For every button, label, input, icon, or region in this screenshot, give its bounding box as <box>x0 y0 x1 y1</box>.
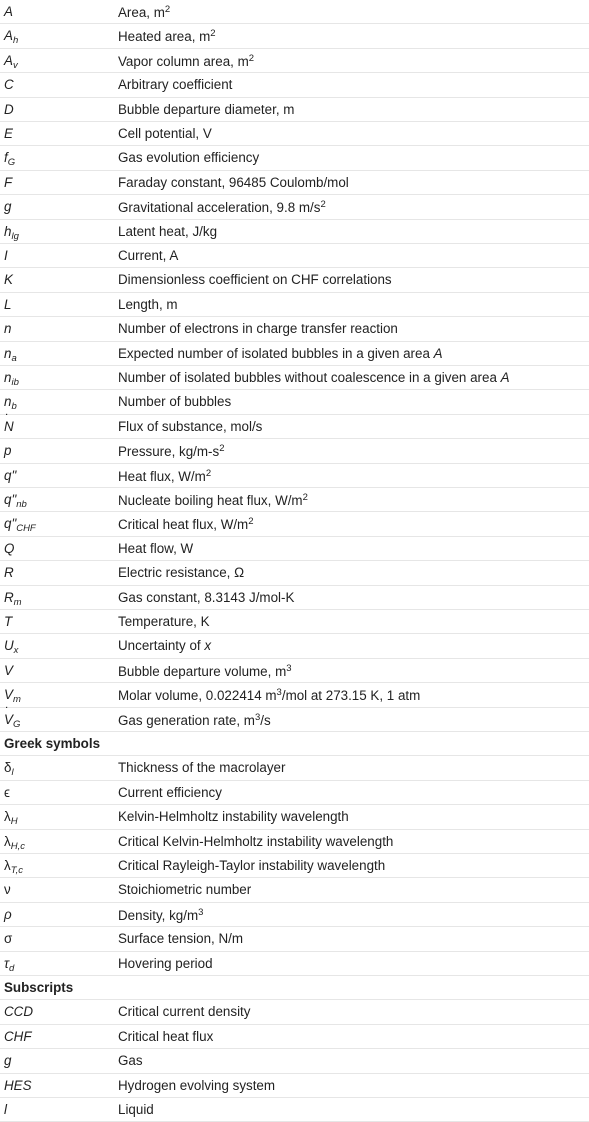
symbol-text: q" <box>4 516 17 532</box>
definition-text: Vapor column area, m <box>118 53 249 69</box>
definition-text: Heat flow, W <box>118 540 194 556</box>
symbol-text: λ <box>4 809 11 825</box>
definition-superscript: 3 <box>286 662 292 674</box>
definition-text: Thickness of the macrolayer <box>118 760 286 776</box>
symbol-cell <box>4 1029 32 1044</box>
symbol-text: HES <box>4 1077 32 1093</box>
symbol-text: Q <box>4 540 15 556</box>
symbol-text: l <box>4 1102 7 1117</box>
definition-text: Current efficiency <box>118 784 222 800</box>
definition-variable: A <box>500 370 510 385</box>
definition-superscript: 2 <box>164 4 171 15</box>
nomenclature-row <box>0 415 589 439</box>
symbol-text: A <box>4 28 13 44</box>
definition-cell <box>118 370 510 385</box>
symbol-cell <box>4 443 11 458</box>
symbol-cell <box>4 882 11 897</box>
definition-text: Hovering period <box>118 955 213 971</box>
definition-cell <box>118 1078 275 1093</box>
symbol-cell <box>4 53 18 71</box>
definition-cell <box>118 1004 250 1019</box>
definition-text: Current, A <box>118 248 179 263</box>
definition-variable: x <box>204 638 212 654</box>
symbol-text: ν <box>4 882 11 898</box>
symbol-cell <box>4 907 12 922</box>
definition-text: Bubble departure volume, m <box>118 663 287 679</box>
definition-text: Critical Rayleigh-Taylor instability wavelength <box>118 858 386 873</box>
definition-cell <box>118 882 251 897</box>
definition-superscript: 3 <box>198 906 204 918</box>
symbol-cell <box>4 224 19 242</box>
definition-cell <box>118 834 393 849</box>
nomenclature-row <box>0 122 589 146</box>
nomenclature-row <box>0 268 589 292</box>
section-heading: Subscripts <box>4 980 74 995</box>
symbol-cell <box>4 858 23 876</box>
definition-text: Arbitrary coefficient <box>118 77 233 93</box>
definition-text: Number of isolated bubbles without coalescence in a given area <box>118 370 501 385</box>
definition-cell <box>118 102 294 117</box>
definition-cell <box>118 224 217 239</box>
symbol-text: ϵ <box>4 784 10 800</box>
symbol-text: I <box>4 248 8 263</box>
nomenclature-row <box>0 1000 589 1024</box>
definition-cell <box>118 931 243 946</box>
nomenclature-row <box>0 293 589 317</box>
symbol-text: A <box>4 52 13 68</box>
symbol-text: ˙ V <box>4 712 13 727</box>
definition-cell <box>118 248 178 263</box>
symbol-text: C <box>4 77 14 93</box>
symbol-text: V <box>4 687 13 703</box>
definition-superscript: 2 <box>219 443 225 455</box>
definition-cell <box>118 199 326 215</box>
symbol-text: δ <box>4 760 12 776</box>
nomenclature-row <box>0 1074 589 1098</box>
symbol-text: h <box>4 223 12 239</box>
symbol-text: V <box>4 662 13 678</box>
symbol-subscript: G <box>7 157 16 169</box>
definition-cell <box>118 516 254 532</box>
definition-cell <box>118 150 259 165</box>
definition-cell <box>118 272 392 287</box>
definition-superscript: 2 <box>302 492 308 503</box>
definition-cell <box>118 28 216 44</box>
symbol-text: E <box>4 126 13 141</box>
definition-text: Dimensionless coefficient on CHF correlations <box>118 272 392 288</box>
symbol-cell <box>4 516 36 534</box>
symbol-subscript: l <box>11 767 14 779</box>
symbol-cell <box>4 346 17 364</box>
symbol-cell <box>4 126 13 141</box>
nomenclature-row <box>0 610 589 634</box>
symbol-cell <box>4 614 12 629</box>
symbol-cell <box>4 809 18 827</box>
symbol-text: K <box>4 272 13 288</box>
section-row <box>0 976 589 1000</box>
nomenclature-row <box>0 854 589 878</box>
section-row <box>0 732 589 756</box>
nomenclature-row <box>0 878 589 902</box>
symbol-text: F <box>4 174 13 190</box>
symbol-text: ˙ N <box>4 419 14 434</box>
definition-text: Surface tension, N/m <box>118 931 244 947</box>
definition-cell <box>118 712 271 728</box>
symbol-cell <box>4 77 14 92</box>
symbol-text: L <box>4 296 12 312</box>
nomenclature-row <box>0 805 589 829</box>
definition-superscript: 3 <box>254 711 261 723</box>
definition-tail: /mol at 273.15 K, 1 atm <box>281 688 421 704</box>
nomenclature-row <box>0 903 589 927</box>
nomenclature-row <box>0 98 589 122</box>
symbol-text: CCD <box>4 1004 34 1020</box>
definition-text: Gas constant, 8.3143 J/mol-K <box>118 589 295 605</box>
symbol-text: τ <box>4 955 10 971</box>
symbol-subscript: T,c <box>10 865 24 876</box>
symbol-text: D <box>4 101 14 117</box>
nomenclature-row <box>0 830 589 854</box>
nomenclature-row <box>0 171 589 195</box>
symbol-subscript: h <box>12 35 19 47</box>
symbol-text: A <box>4 4 13 19</box>
nomenclature-row <box>0 195 589 219</box>
symbol-cell <box>4 712 20 730</box>
symbol-cell <box>4 370 19 388</box>
symbol-cell <box>4 638 18 656</box>
nomenclature-row <box>0 49 589 73</box>
nomenclature-row <box>0 439 589 463</box>
definition-cell <box>118 858 385 873</box>
symbol-text: ρ <box>4 906 12 922</box>
definition-cell <box>118 1102 154 1117</box>
nomenclature-row <box>0 317 589 341</box>
definition-superscript: 2 <box>210 28 216 40</box>
nomenclature-row <box>0 561 589 585</box>
symbol-cell <box>4 541 14 556</box>
definition-cell <box>118 541 193 556</box>
symbol-cell <box>4 663 13 678</box>
definition-cell <box>118 1053 143 1068</box>
symbol-subscript: G <box>12 718 21 730</box>
definition-cell <box>118 907 203 923</box>
symbol-subscript: d <box>9 962 15 974</box>
definition-text: Latent heat, J/kg <box>118 223 218 239</box>
symbol-text: R <box>4 589 14 605</box>
nomenclature-row <box>0 708 589 732</box>
definition-cell <box>118 492 308 508</box>
nomenclature-row <box>0 0 589 24</box>
symbol-text: σ <box>4 931 13 947</box>
definition-cell <box>118 590 294 605</box>
symbol-subscript: ib <box>11 377 19 388</box>
symbol-cell <box>4 248 8 263</box>
definition-text: Flux of substance, mol/s <box>118 418 263 434</box>
definition-text: Number of electrons in charge transfer reaction <box>118 321 398 337</box>
symbol-cell <box>4 175 12 190</box>
symbol-cell <box>4 272 13 287</box>
symbol-cell <box>4 1053 11 1068</box>
symbol-subscript: v <box>12 59 18 71</box>
nomenclature-row <box>0 683 589 707</box>
definition-cell <box>118 663 292 679</box>
definition-cell <box>118 77 232 92</box>
symbol-cell <box>4 687 21 705</box>
symbol-text: CHF <box>4 1028 32 1044</box>
symbol-text: U <box>4 638 14 654</box>
nomenclature-row <box>0 781 589 805</box>
symbol-text: λ <box>4 858 11 873</box>
definition-text: Liquid <box>118 1102 154 1117</box>
definition-superscript: 2 <box>248 52 255 64</box>
symbol-subscript: nb <box>16 499 27 510</box>
symbol-subscript: b <box>11 401 17 413</box>
definition-text: Critical heat flux, W/m <box>118 517 249 533</box>
definition-cell <box>118 4 170 20</box>
symbol-text: n <box>4 394 12 410</box>
definition-cell <box>118 321 398 336</box>
nomenclature-row <box>0 73 589 97</box>
definition-text: Heated area, m <box>118 29 211 45</box>
symbol-text: R <box>4 565 14 581</box>
definition-text: Kelvin-Helmholtz instability wavelength <box>118 809 349 825</box>
nomenclature-row <box>0 927 589 951</box>
symbol-cell <box>4 419 14 434</box>
symbol-text: g <box>4 1053 12 1069</box>
definition-cell <box>118 297 178 312</box>
symbol-subscript: m <box>13 596 22 608</box>
symbol-cell <box>4 102 14 117</box>
symbol-subscript: m <box>12 694 21 706</box>
definition-text: Expected number of isolated bubbles in a given area <box>118 345 434 361</box>
definition-text: Cell potential, V <box>118 126 212 141</box>
nomenclature-row <box>0 146 589 170</box>
symbol-cell <box>4 760 14 778</box>
nomenclature-row <box>0 488 589 512</box>
definition-text: Length, m <box>118 296 178 312</box>
symbol-subscript: H,c <box>10 840 25 852</box>
symbol-subscript: x <box>13 645 19 657</box>
definition-text: Critical heat flux <box>118 1028 214 1044</box>
definition-text: Gas evolution efficiency <box>118 150 260 166</box>
definition-cell <box>118 346 443 361</box>
symbol-cell <box>4 1102 7 1117</box>
symbol-text: g <box>4 199 12 215</box>
symbol-cell <box>4 785 10 800</box>
definition-text: Critical current density <box>118 1004 251 1020</box>
definition-superscript: 2 <box>205 467 212 479</box>
definition-text: Hydrogen evolving system <box>118 1077 276 1093</box>
definition-text: Faraday constant, 96485 Coulomb/mol <box>118 174 349 190</box>
definition-cell <box>118 443 225 459</box>
nomenclature-row <box>0 244 589 268</box>
nomenclature-row <box>0 537 589 561</box>
nomenclature-row <box>0 220 589 244</box>
nomenclature-row <box>0 1025 589 1049</box>
symbol-text: n <box>4 370 12 385</box>
symbol-cell <box>4 394 17 412</box>
definition-cell <box>118 785 222 800</box>
symbol-text: q" <box>4 492 17 507</box>
definition-cell <box>118 614 210 629</box>
definition-variable: A <box>433 345 443 361</box>
symbol-cell <box>4 4 13 19</box>
nomenclature-row <box>0 756 589 780</box>
nomenclature-row <box>0 1049 589 1073</box>
symbol-cell <box>4 468 16 483</box>
symbol-cell <box>4 150 15 168</box>
symbol-subscript: a <box>11 352 17 364</box>
nomenclature-row <box>0 952 589 976</box>
symbol-text: T <box>4 614 13 629</box>
symbol-cell <box>4 834 25 852</box>
definition-text: Molar volume, 0.022414 m <box>118 688 277 704</box>
symbol-cell <box>4 956 14 974</box>
symbol-text: n <box>4 321 12 337</box>
definition-cell <box>118 565 244 580</box>
definition-cell <box>118 687 420 703</box>
symbol-text: q" <box>4 467 17 483</box>
definition-text: Electric resistance, Ω <box>118 565 245 581</box>
symbol-cell <box>4 1004 33 1019</box>
definition-text: Gravitational acceleration, 9.8 m/s <box>118 200 321 216</box>
symbol-cell <box>4 492 27 510</box>
symbol-cell <box>4 590 22 608</box>
nomenclature-row <box>0 659 589 683</box>
definition-text: Number of bubbles <box>118 394 232 410</box>
definition-text: Gas <box>118 1053 143 1069</box>
definition-cell <box>118 175 349 190</box>
symbol-subscript: H <box>10 816 18 828</box>
definition-tail: /s <box>260 712 271 728</box>
nomenclature-row <box>0 1098 589 1122</box>
symbol-subscript: lg <box>11 230 19 242</box>
symbol-cell <box>4 28 18 46</box>
definition-text: Density, kg/m <box>118 907 199 923</box>
nomenclature-row <box>0 342 589 366</box>
symbol-subscript: CHF <box>16 523 36 535</box>
nomenclature-row <box>0 512 589 536</box>
definition-text: Gas generation rate, m <box>118 712 255 728</box>
section-heading: Greek symbols <box>4 736 101 751</box>
definition-text: Nucleate boiling heat flux, W/m <box>118 493 303 508</box>
definition-text: Heat flux, W/m <box>118 468 206 484</box>
definition-cell <box>118 760 285 775</box>
definition-superscript: 2 <box>248 516 254 528</box>
nomenclature-row <box>0 390 589 414</box>
definition-text: Area, m <box>118 5 165 20</box>
symbol-text: p <box>4 443 12 459</box>
definition-text: Critical Kelvin-Helmholtz instability wavelength <box>118 833 394 849</box>
nomenclature-row <box>0 366 589 390</box>
definition-cell <box>118 468 211 484</box>
definition-superscript: 2 <box>320 199 326 211</box>
symbol-cell <box>4 297 11 312</box>
symbol-cell <box>4 321 11 336</box>
nomenclature-row <box>0 24 589 48</box>
definition-text: Temperature, K <box>118 614 210 629</box>
symbol-cell <box>4 1078 32 1093</box>
definition-cell <box>118 809 349 824</box>
definition-cell <box>118 1029 213 1044</box>
symbol-cell <box>4 931 12 946</box>
definition-text: Uncertainty of <box>118 638 205 654</box>
nomenclature-row <box>0 634 589 658</box>
definition-cell <box>118 956 213 971</box>
definition-text: Pressure, kg/m-s <box>118 444 220 460</box>
nomenclature-row <box>0 586 589 610</box>
definition-superscript: 3 <box>276 687 282 699</box>
symbol-text: n <box>4 345 12 361</box>
symbol-text: λ <box>4 833 11 849</box>
symbol-cell <box>4 565 14 580</box>
definition-cell <box>118 638 211 653</box>
definition-cell <box>118 394 231 409</box>
definition-text: Bubble departure diameter, m <box>118 101 295 117</box>
symbol-cell <box>4 199 11 214</box>
definition-text: Stoichiometric number <box>118 882 252 898</box>
symbol-text: f <box>4 150 8 166</box>
definition-cell <box>118 126 212 141</box>
definition-cell <box>118 419 262 434</box>
definition-cell <box>118 53 254 69</box>
nomenclature-row <box>0 464 589 488</box>
